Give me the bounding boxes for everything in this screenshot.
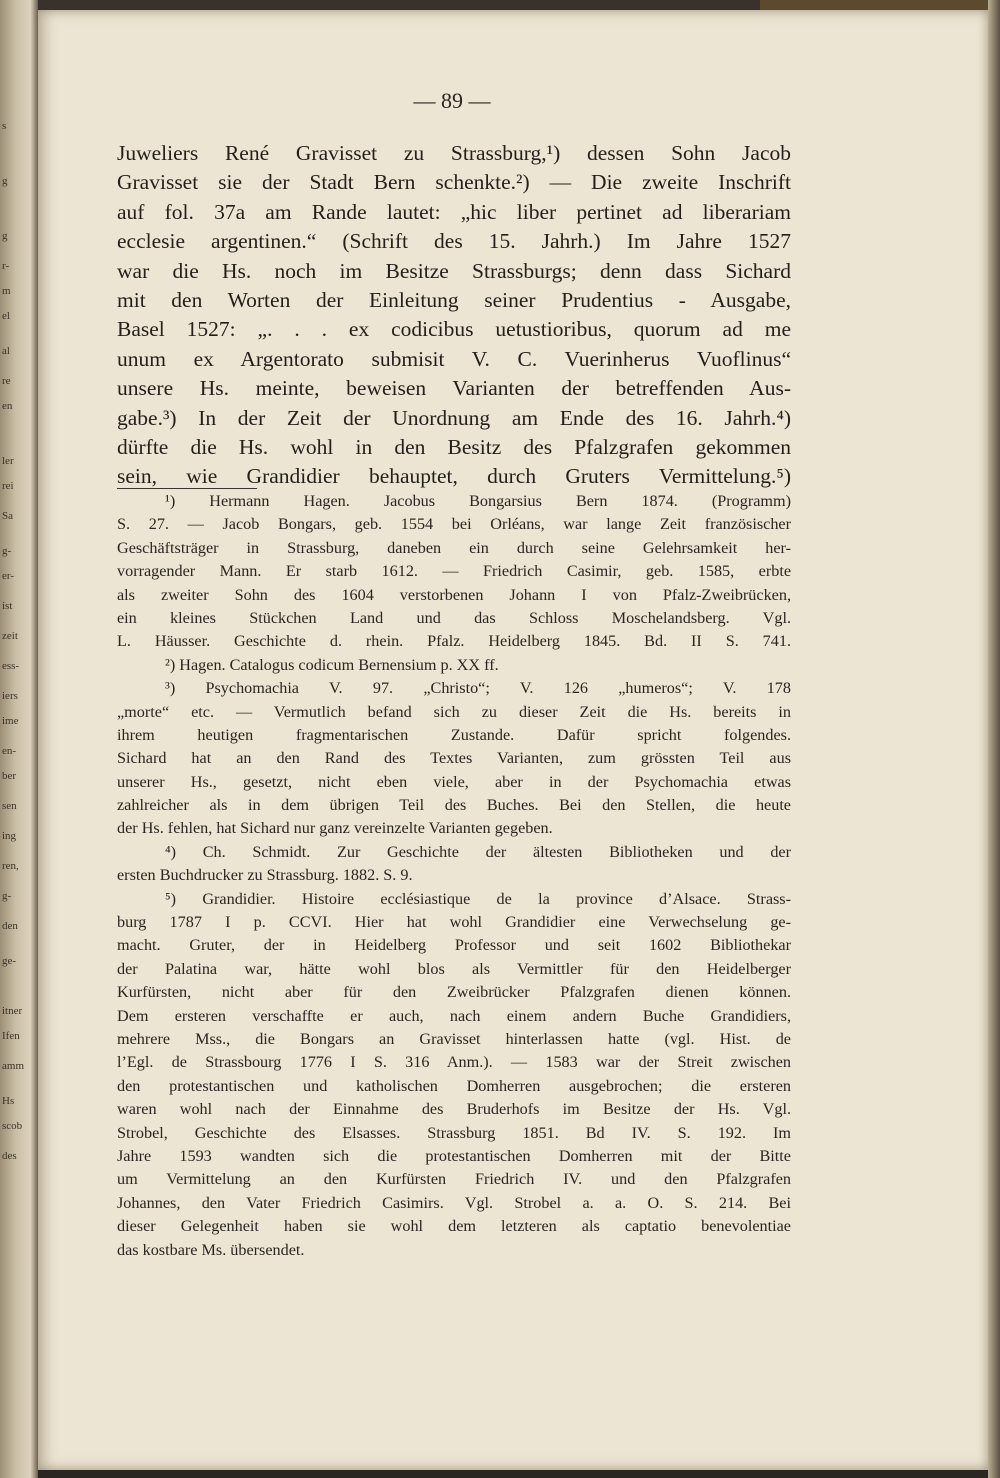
- footnote-line: l’Egl. de Strassbourg 1776 I S. 316 Anm.). — 1583 war der Streit zwischen: [117, 1053, 791, 1072]
- footnote-line: S. 27. — Jacob Bongars, geb. 1554 bei Orléans, war lange Zeit französischer: [117, 515, 791, 534]
- facing-page-fragment: ing: [2, 830, 17, 842]
- main-text-line: Basel 1527: „. . . ex codicibus uetustioribus, quorum ad me: [117, 317, 791, 342]
- facing-page-fragment: g: [2, 175, 8, 187]
- footnote-line: Kurfürsten, nicht aber für den Zweibrücker Pfalzgrafen dienen können.: [117, 983, 791, 1002]
- facing-page-fragment: ess-: [2, 660, 20, 672]
- footnote-line: ¹) Hermann Hagen. Jacobus Bongarsius Bern 1874. (Programm): [165, 492, 791, 510]
- footnote-line: vorragender Mann. Er starb 1612. — Friedrich Casimir, geb. 1585, erbte: [117, 562, 791, 581]
- footnote-line: Strobel, Geschichte des Elsasses. Strassburg 1851. Bd IV. S. 192. Im: [117, 1123, 791, 1142]
- footnote-line: Johannes, den Vater Friedrich Casimirs. Vgl. Strobel a. a. O. S. 214. Bei: [117, 1193, 791, 1212]
- footnote-line: ihrem heutigen fragmentarischen Zustande. Dafür spricht folgendes.: [117, 725, 791, 744]
- page-number: — 89 —: [413, 88, 491, 113]
- footnote-line: ³) Psychomachia V. 97. „Christo“; V. 126 „humeros“; V. 178: [165, 679, 791, 698]
- footnote-line: zahlreicher als in dem übrigen Teil des Buches. Bei den Stellen, die heute: [117, 796, 791, 815]
- footnote-line: der Palatina war, hätte wohl blos als Vermittler für den Heidelberger: [117, 959, 791, 978]
- facing-page-fragment: iers: [2, 690, 18, 702]
- main-text-line: dürfte die Hs. wohl in den Besitz des Pfalzgrafen gekommen: [117, 434, 791, 459]
- footnote-line: den protestantischen und katholischen Domherren ausgebrochen; die ersteren: [117, 1076, 791, 1095]
- main-text-line: Gravisset sie der Stadt Bern schenkte.²) — Die zweite Inschrift: [117, 170, 791, 195]
- facing-page-fragment: sen: [2, 800, 17, 812]
- main-text-line: auf fol. 37a am Rande lautet: „hic liber pertinet ad liberariam: [117, 199, 791, 224]
- facing-page-fragment: Hs: [2, 1095, 15, 1107]
- footnote-line: um Vermittelung an den Kurfürsten Friedrich IV. und den Pfalzgrafen: [117, 1170, 791, 1189]
- footnote-line: L. Häusser. Geschichte d. rhein. Pfalz. Heidelberg 1845. Bd. II S. 741.: [117, 632, 791, 651]
- main-text-line: unum ex Argentorato submisit V. C. Vuerinherus Vuoflinus“: [117, 346, 791, 371]
- main-text-line: mit den Worten der Einleitung seiner Prudentius - Ausgabe,: [117, 287, 791, 312]
- footnote-line: das kostbare Ms. übersendet.: [117, 1240, 305, 1259]
- main-text-line: unsere Hs. meinte, beweisen Varianten der betreffenden Aus-: [117, 376, 791, 401]
- right-page-edge: [988, 0, 1000, 1478]
- facing-page-fragment: en: [2, 400, 13, 412]
- facing-page-fragment: ime: [2, 715, 19, 727]
- facing-page-fragment: des: [2, 1150, 17, 1162]
- footnote-line: „morte“ etc. — Vermutlich befand sich zu dieser Zeit die Hs. bereits in: [117, 702, 791, 721]
- facing-page-fragment: ren,: [2, 860, 19, 872]
- facing-page-fragment: en-: [2, 745, 17, 757]
- footnote-line: ein kleines Stückchen Land und das Schloss Moschelandsberg. Vgl.: [117, 608, 791, 627]
- facing-page-fragment: g-: [2, 890, 12, 902]
- footnote-line: waren wohl nach der Einnahme des Bruderhofs im Besitze der Hs. Vgl.: [117, 1100, 791, 1119]
- facing-page-fragment: ge-: [2, 955, 17, 967]
- left-page-strip: [0, 0, 38, 1478]
- main-text-block: [117, 139, 791, 492]
- footnote-line: ⁴) Ch. Schmidt. Zur Geschichte der ältesten Bibliotheken und der: [165, 842, 791, 861]
- facing-page-fragment: r-: [2, 260, 10, 272]
- footnote-line: als zweiter Sohn des 1604 verstorbenen Johann I von Pfalz-Zweibrücken,: [117, 585, 791, 604]
- facing-page-fragment: scob: [2, 1120, 23, 1132]
- facing-page-fragment: rei: [2, 480, 14, 492]
- footnote-line: der Hs. fehlen, hat Sichard nur ganz vereinzelte Varianten gegeben.: [117, 819, 553, 838]
- facing-page-fragment: itner: [2, 1005, 23, 1017]
- facing-page-fragment: m: [2, 285, 11, 297]
- footnote-line: unserer Hs., gesetzt, nicht eben viele, aber in der Psychomachia etwas: [117, 772, 791, 791]
- facing-page-fragment: s: [2, 120, 7, 132]
- footnote-line: dieser Gelegenheit haben sie wohl dem letzteren als captatio benevolentiae: [117, 1217, 791, 1236]
- footnote-line: ersten Buchdrucker zu Strassburg. 1882. S. 9.: [117, 866, 413, 885]
- footnote-line: mehrere Mss., die Bongars an Gravisset hinterlassen hatte (vgl. Hist. de: [117, 1029, 791, 1048]
- facing-page-fragment: zeit: [2, 630, 18, 642]
- facing-page-fragment: Sa: [2, 510, 13, 522]
- facing-page-fragment: g: [2, 230, 8, 242]
- facing-page-fragment: er-: [2, 570, 14, 582]
- facing-page-fragment: ist: [2, 600, 13, 612]
- footnotes-block: [117, 490, 791, 1262]
- footnote-line: Dem ersteren verschaffte er auch, nach einem andern Buche Grandidiers,: [117, 1006, 791, 1025]
- facing-page-fragment: Ifen: [2, 1030, 20, 1042]
- footnote-line: ²) Hagen. Catalogus codicum Bernensium p. XX ff.: [165, 655, 499, 674]
- facing-page-fragment: g-: [2, 545, 12, 557]
- main-text-line: gabe.³) In der Zeit der Unordnung am Ende des 16. Jahrh.⁴): [117, 405, 791, 430]
- main-text-line: Juweliers René Gravisset zu Strassburg,¹) dessen Sohn Jacob: [117, 141, 791, 165]
- facing-page-fragment: den: [2, 920, 18, 932]
- facing-page-fragment: ler: [2, 455, 14, 467]
- corner-stain: [760, 0, 1000, 10]
- footnote-line: burg 1787 I p. CCVI. Hier hat wohl Grandidier eine Verwechselung ge-: [117, 913, 791, 932]
- facing-page-fragment: amm: [2, 1060, 24, 1072]
- footnote-line: Geschäftsträger in Strassburg, daneben ein durch seine Gelehrsamkeit her-: [117, 538, 791, 557]
- footnote-line: ⁵) Grandidier. Histoire ecclésiastique de la province d’Alsace. Strass-: [165, 889, 791, 908]
- main-text-line: ecclesie argentinen.“ (Schrift des 15. Jahrh.) Im Jahre 1527: [117, 229, 791, 254]
- main-text-line: sein, wie Grandidier behauptet, durch Gruters Vermittelung.⁵): [117, 464, 791, 489]
- facing-page-fragment: re: [2, 375, 11, 387]
- main-text-line: war die Hs. noch im Besitze Strassburgs; denn dass Sichard: [117, 258, 791, 283]
- footnote-line: Sichard hat an den Rand des Textes Varianten, zum grössten Teil aus: [117, 749, 791, 768]
- footnote-line: Jahre 1593 wandten sich die protestantischen Domherren mit der Bitte: [117, 1146, 791, 1165]
- facing-page-fragment: ber: [2, 770, 17, 782]
- facing-page-fragment: el: [2, 310, 10, 322]
- footnote-divider: [117, 488, 257, 489]
- facing-page-fragment: al: [2, 345, 10, 357]
- footnote-line: macht. Gruter, der in Heidelberg Professor und seit 1602 Bibliothekar: [117, 936, 791, 955]
